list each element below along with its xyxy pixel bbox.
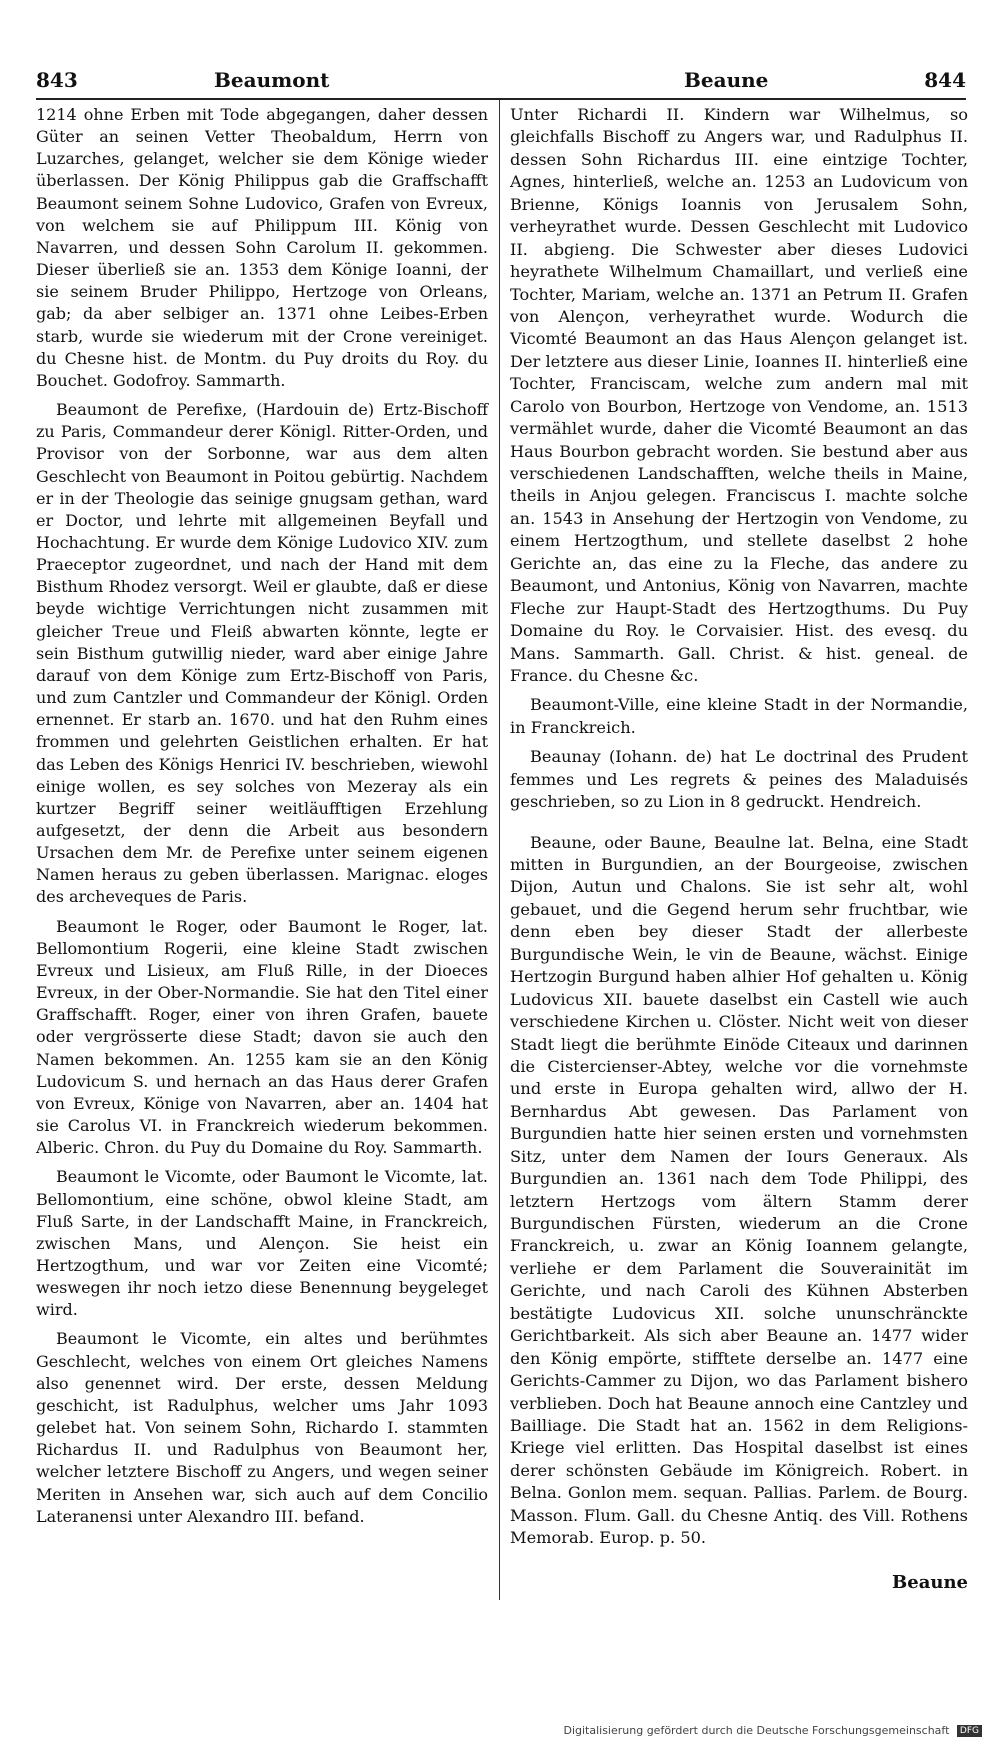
entry-beaumont-continued: 1214 ohne Erben mit Tode abgegangen, daher dessen Güter an seinen Vetter Theobaldum, Herrn von Luzarches, gelanget, welcher sie dem Könige wieder überlassen. Der König Philippus gab die Graffschafft Beaumont seinem Sohne Ludovico, Grafen von Evreux, von welchem sie auf Philippum III. König von Navarren, und dessen Sohn Carolum II. gekommen. Dieser überließ sie an. 1353 dem Könige Ioanni, der sie seinem Bruder Philippo, Hertzoge von Orleans, gab; da aber selbiger an. 1371 ohne Leibes-Erben starb, wurde sie wiederum mit der Crone vereiniget. du Chesne hist. de Montm. du Puy droits du Roy. du Bouchet. Godofroy. Sammarth.: [36, 105, 488, 390]
running-head-right: Beaune: [684, 68, 769, 92]
entry-beaumont-ville: Beaumont-Ville, eine kleine Stadt in der Normandie, in Franckreich.: [510, 695, 968, 737]
dfg-logo: DFG: [957, 1725, 982, 1737]
catchword: Beaune: [892, 1572, 968, 1593]
header-rule: [36, 98, 966, 100]
column-divider: [499, 100, 500, 1600]
page-header: [36, 68, 966, 94]
entry-beaumont-le-roger: Beaumont le Roger, oder Baumont le Roger, lat. Bellomontium Rogerii, eine kleine Stadt zwischen Evreux und Lisieux, am Fluß Rille, in der Dioeces Evreux, in der Ober-Normandie. Sie hat den Titel einer Graffschafft. Roger, einer von ihren Grafen, bauete oder vergrösserte diese Stadt; davon sie auch den Namen bekommen. An. 1255 kam sie an den König Ludovicum S. und hernach an das Haus derer Grafen von Evreux, Könige von Navarren, aber an. 1404 hat sie Carolus VI. in Franckreich wiederum bekommen. Alberic. Chron. du Puy du Domaine du Roy. Sammarth.: [36, 916, 488, 1158]
entry-beaumont-le-vicomte-town: Beaumont le Vicomte, oder Baumont le Vicomte, lat. Bellomontium, eine schöne, obwol kleine Stadt, am Fluß Sarte, in der Landschafft Maine, in Franckreich, zwischen Mans, und Alençon. Sie heist ein Hertzogthum, und war vor Zeiten eine Vicomté; weswegen ihr noch ietzo diese Benennung beygeleget wird.: [36, 1167, 488, 1320]
running-head-left: Beaumont: [214, 68, 330, 92]
page-number-right: 844: [924, 68, 966, 92]
page-number-left: 843: [36, 68, 78, 92]
digitization-footer: [563, 1724, 982, 1737]
entry-beaunay: Beaunay (Iohann. de) hat Le doctrinal des Prudent femmes und Les regrets & peines des Maladuisés geschrieben, so zu Lion in 8 gedruckt. Hendreich.: [510, 747, 968, 812]
entry-beaumont-family-continued: Unter Richardi II. Kindern war Wilhelmus, so gleichfalls Bischoff zu Angers war, und Radulphus II. dessen Sohn Richardus III. eine eintzige Tochter, Agnes, hinterließ, welche an. 1253 an Ludovicum von Brienne, Königs Ioannis von Jerusalem Sohn, verheyrathet wurde. Dessen Geschlecht mit Ludovico II. abgieng. Die Schwester aber dieses Ludovici heyrathete Wilhelmum Chamaillart, und verließ eine Tochter, Mariam, welche an. 1371 an Petrum II. Grafen von Alençon, verheyrathet wurde. Wodurch die Vicomté Beaumont an das Haus Alençon gelanget ist. Der letztere aus dieser Linie, Ioannes II. hinterließ eine Tochter, Franciscam, welche zum andern mal mit Carolo von Bourbon, Hertzoge von Vendome, an. 1513 vermählet wurde, daher die Vicomté Beaumont an das Haus Bourbon gebracht worden. Sie bestund aber aus verschiedenen Landschafften, welche theils in Maine, theils in Anjou gelegen. Franciscus I. machte solche an. 1543 in Ansehung der Hertzogin von Vendome, zu einem Hertzogthum, und stellete daselbst 2 hohe Gerichte an, das eine zu la Fleche, das andere zu Beaumont, und Antonius, König von Navarren, machte Fleche zur Haupt-Stadt des Hertzogthums. Du Puy Domaine du Roy. le Corvaisier. Hist. des evesq. du Mans. Sammarth. Gall. Christ. & hist. geneal. de France. du Chesne &c.: [510, 105, 968, 685]
entry-beaune: Beaune, oder Baune, Beaulne lat. Belna, eine Stadt mitten in Burgundien, an der Bourgeoise, zwischen Dijon, Autun und Chalons. Sie ist sehr alt, wohl gebauet, und die Gegend herum sehr fruchtbar, wie denn eben bey dieser Stadt der allerbeste Burgundische Wein, le vin de Beaune, wächst. Einige Hertzogin Burgund haben alhier Hof gehalten u. König Ludovicus XII. bauete daselbst ein Castell wie auch verschiedene Kirchen u. Clöster. Nicht weit von dieser Stadt liegt die berühmte Einöde Citeaux und darinnen die Cistercienser-Abtey, welche vor die vornehmste und erste in Europa gehalten wird, allwo der H. Bernhardus Abt gewesen. Das Parlament von Burgundien hatte hier seinen ersten und vornehmsten Sitz, unter dem Namen der Iours Generaux. Als Burgundien an. 1361 nach dem Tode Philippi, des letztern Hertzogs vom ältern Stamm derer Burgundischen Fürsten, wiederum an die Crone Franckreich, u. zwar an König Ioannem gelangte, verliehe er dem Parlament die Souverainität im Gerichte, und nach Caroli des Kühnen Absterben bestätigte Ludovicus XII. solche ununschränckte Gerichtbarkeit. Als sich aber Beaune an. 1477 wider den König empörte, stifftete derselbe an. 1477 eine Gerichts-Cammer zu Dijon, wo das Parlament bishero verblieben. Doch hat Beaune annoch eine Cantzley und Bailliage. Die Stadt hat an. 1562 in dem Religions-Kriege viel erlitten. Das Hospital daselbst ist eines derer schönsten Gebäude im Königreich. Robert. in Belna. Gonlon mem. sequan. Pallias. Parlem. de Bourg. Masson. Flum. Gall. du Chesne Antiq. des Vill. Rothens Memorab. Europ. p. 50.: [510, 832, 968, 1548]
entry-beaumont-le-vicomte-family: Beaumont le Vicomte, ein altes und berühmtes Geschlecht, welches von einem Ort gleiches Namens also genennet wird. Der erste, dessen Meldung geschicht, ist Radulphus, welcher ums Jahr 1093 gelebet hat. Von seinem Sohn, Richardo I. stammten Richardus II. und Radulphus von Beaumont her, welcher letztere Bischoff zu Angers, und wegen seiner Meriten in Ansehen war, sich auch auf dem Concilio Lateranensi unter Alexandro III. befand.: [36, 1329, 488, 1526]
entry-beaumont-de-perefixe: Beaumont de Perefixe, (Hardouin de) Ertz-Bischoff zu Paris, Commandeur derer Königl. Ritter-Orden, und Provisor von der Sorbonne, war aus dem alten Geschlecht von Beaumont in Poitou gebürtig. Nachdem er in der Theologie das seinige gnugsam gethan, ward er Doctor, und lehrte mit allgemeinen Beyfall und Hochachtung. Er wurde dem Könige Ludovico XIV. zum Praeceptor zugeordnet, und nach der Hand mit dem Bisthum Rhodez versorgt. Weil er glaubte, daß er diese beyde wichtige Verrichtungen nicht zusammen mit gleicher Treue und Fleiß abwarten könnte, legte er sein Bisthum gutwillig nieder, ward aber einige Jahre darauf von dem Könige zum Ertz-Bischoff von Paris, und zum Cantzler und Commandeur der Königl. Orden ernennet. Er starb an. 1670. und hat den Ruhm eines frommen und gelehrten Geistlichen erhalten. Er hat das Leben des Königs Henrici IV. beschrieben, wiewohl einige wollen, es sey solches von Mezeray als ein kurtzer Begriff seiner weitläufftigen Erzehlung aufgesetzt, der denn die Arbeit aus besondern Ursachen dem Mr. de Perefixe unter seinem eigenen Namen heraus zu geben überlassen. Marignac. eloges des archeveques de Paris.: [36, 400, 488, 907]
footer-text: Digitalisierung gefördert durch die Deutsche Forschungsgemeinschaft: [563, 1724, 950, 1737]
right-column: [510, 104, 968, 1557]
left-column: [36, 104, 488, 1535]
